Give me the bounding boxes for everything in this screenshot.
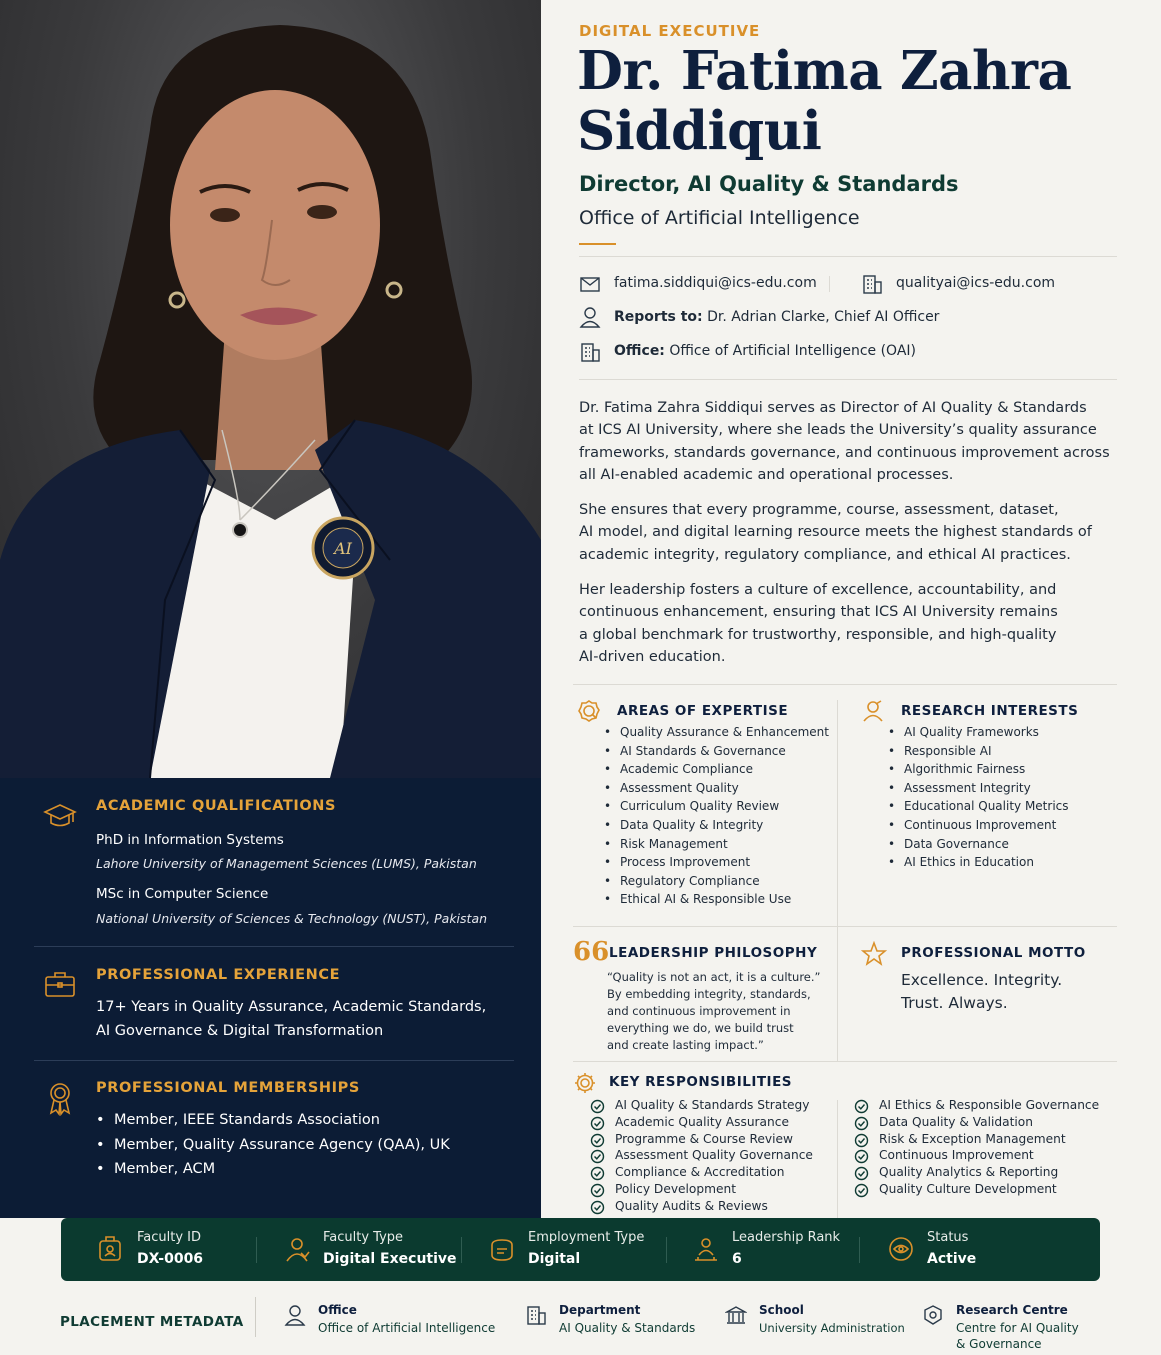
placement-label: Research Centre [956, 1303, 1068, 1317]
reports-to-value: Dr. Adrian Clarke, Chief AI Officer [707, 309, 940, 325]
philosophy-quote [607, 969, 820, 1054]
list-item-label: Programme & Course Review [615, 1131, 793, 1146]
faculty-type-item [283, 1218, 463, 1281]
placement-label: Office [318, 1303, 357, 1317]
check-circle-icon [590, 1116, 605, 1131]
check-circle-icon [854, 1116, 869, 1131]
placement-value: AI Quality & Standards [559, 1321, 696, 1335]
list-item: • Process Improvement [604, 855, 829, 874]
building-icon [861, 273, 883, 295]
id-badge-icon [97, 1235, 123, 1263]
bio-line: academic integrity, regulatory compliance, and ethical AI practices. [579, 546, 1071, 563]
star-icon [861, 941, 887, 967]
list-item: • Assessment Quality [604, 781, 829, 800]
philosophy-heading: LEADERSHIP PHILOSOPHY [609, 945, 818, 961]
status-label: Faculty ID [137, 1230, 202, 1245]
quote-line: By embedding integrity, standards, [607, 987, 811, 1001]
placement-heading: PLACEMENT METADATA [60, 1314, 244, 1330]
placement-value-line: Centre for AI Quality [956, 1321, 1079, 1335]
motto-line: Trust. Always. [901, 994, 1008, 1012]
list-item: • Data Quality & Integrity [604, 818, 829, 837]
divider [829, 276, 830, 292]
separator [666, 1237, 667, 1263]
placement-metadata-footer [0, 1281, 1161, 1355]
check-circle-icon [854, 1149, 869, 1164]
list-item: • Academic Compliance [604, 762, 829, 781]
svg-text:AI: AI [334, 539, 352, 558]
status-eye-icon [887, 1235, 915, 1263]
job-title: Director, AI Quality & Standards [579, 172, 959, 196]
leadership-rank-item [692, 1218, 872, 1281]
name-line-1: Dr. Fatima Zahra [577, 40, 1072, 102]
experience-heading: PROFESSIONAL EXPERIENCE [96, 967, 341, 983]
experience-line-1: 17+ Years in Quality Assurance, Academic Standards, [96, 999, 487, 1015]
list-item-label: Quality Culture Development [879, 1181, 1057, 1196]
column-divider [837, 1100, 838, 1218]
memberships-list [96, 1112, 450, 1186]
divider [579, 379, 1117, 380]
list-item: • Educational Quality Metrics [888, 799, 1069, 818]
award-ribbon-icon [42, 1080, 78, 1116]
divider [573, 684, 1117, 685]
reports-to-label: Reports to: [614, 309, 703, 325]
envelope-icon [579, 273, 601, 295]
responsibilities-right-list [854, 1098, 1099, 1199]
placement-value: University Administration [759, 1321, 905, 1335]
motto-text [901, 969, 1062, 1015]
separator [255, 1297, 256, 1337]
status-bar [61, 1218, 1100, 1281]
status-item [887, 1218, 1067, 1281]
list-item [854, 1098, 1099, 1115]
divider [34, 946, 514, 947]
experience-line-2: AI Governance & Digital Transformation [96, 1023, 384, 1039]
expertise-badge-icon [577, 699, 601, 723]
list-item [590, 1165, 813, 1182]
list-item [854, 1132, 1099, 1149]
list-item: • Algorithmic Fairness [888, 762, 1069, 781]
bio-paragraph-2 [579, 499, 1092, 566]
check-circle-icon [854, 1166, 869, 1181]
faculty-person-icon [283, 1235, 311, 1263]
list-item [854, 1182, 1099, 1199]
employment-type-item [488, 1218, 668, 1281]
bio-paragraph-1 [579, 397, 1110, 486]
department-email-link[interactable]: qualityai@ics-edu.com [896, 275, 1056, 291]
divider [573, 1061, 1117, 1062]
briefcase-icon [42, 967, 78, 1003]
motto-heading: PROFESSIONAL MOTTO [901, 945, 1086, 961]
research-person-icon [861, 699, 885, 723]
list-item: • AI Quality Frameworks [888, 725, 1069, 744]
academic-qualifications-section [34, 798, 514, 948]
separator [859, 1237, 860, 1263]
list-item-label: AI Quality & Standards Strategy [615, 1098, 810, 1112]
list-item: • Quality Assurance & Enhancement [604, 725, 829, 744]
list-item-label: Academic Quality Assurance [615, 1114, 789, 1129]
bio-line: AI-driven education. [579, 648, 726, 665]
office-label: Office: [614, 343, 665, 359]
list-item [854, 1148, 1099, 1165]
expertise-heading: AREAS OF EXPERTISE [617, 703, 789, 719]
professional-experience-section [34, 967, 514, 1057]
building-icon [525, 1304, 547, 1326]
quote-line: “Quality is not an act, it is a culture.” [607, 970, 821, 984]
expertise-list [604, 725, 829, 911]
faculty-type-value: Digital Executive [323, 1251, 457, 1267]
research-centre-icon [922, 1304, 944, 1326]
list-item-label: Policy Development [615, 1181, 736, 1196]
status-label: Leadership Rank [732, 1230, 841, 1245]
gear-icon [573, 1071, 597, 1095]
check-circle-icon [590, 1200, 605, 1215]
separator [256, 1237, 257, 1263]
degree-msc: MSc in Computer Science [96, 886, 269, 902]
email-link[interactable]: fatima.siddiqui@ics-edu.com [614, 275, 817, 291]
leadership-rank-value: 6 [732, 1251, 742, 1267]
bio-line: Dr. Fatima Zahra Siddiqui serves as Director of AI Quality & Standards [579, 400, 1087, 416]
list-item [590, 1148, 813, 1165]
memberships-heading: PROFESSIONAL MEMBERSHIPS [96, 1080, 360, 1096]
school-nust: National University of Sciences & Technology (NUST), Pakistan [96, 911, 488, 926]
school-lums: Lahore University of Management Sciences (LUMS), Pakistan [96, 856, 477, 871]
list-item: • Responsible AI [888, 744, 1069, 763]
bio-line: all AI-enabled academic and operational processes. [579, 466, 954, 483]
check-circle-icon [854, 1133, 869, 1148]
placement-value: Office of Artificial Intelligence [318, 1321, 496, 1335]
office-building-icon [579, 341, 601, 363]
list-item: • Member, Quality Assurance Agency (QAA), UK [96, 1137, 450, 1162]
quote-line: and create lasting impact.” [607, 1038, 764, 1052]
professional-memberships-section [34, 1080, 514, 1200]
bio-line: frameworks, standards governance, and continuous improvement across [579, 444, 1110, 461]
profile-photo [0, 0, 541, 778]
separator [461, 1237, 462, 1263]
quote-line: everything we do, we build trust [607, 1021, 794, 1035]
check-circle-icon [590, 1149, 605, 1164]
list-item [854, 1165, 1099, 1182]
divider [579, 256, 1117, 257]
bio-line: a global benchmark for trustworthy, responsible, and high-quality [579, 626, 1057, 643]
list-item-label: AI Ethics & Responsible Governance [879, 1098, 1100, 1112]
list-item: • Risk Management [604, 837, 829, 856]
list-item: • Curriculum Quality Review [604, 799, 829, 818]
list-item [590, 1182, 813, 1199]
list-item: • Data Governance [888, 837, 1069, 856]
name-line-2: Siddiqui [577, 100, 822, 162]
check-circle-icon [590, 1133, 605, 1148]
list-item-label: Quality Audits & Reviews [615, 1198, 768, 1213]
status-label: Status [927, 1230, 969, 1245]
employment-type-value: Digital [528, 1251, 581, 1267]
research-list [888, 725, 1069, 874]
profile-details [541, 0, 1161, 1218]
list-item [854, 1115, 1099, 1132]
list-item: • Member, ACM [96, 1161, 450, 1186]
bio-line: Her leadership fosters a culture of excellence, accountability, and [579, 582, 1057, 598]
check-circle-icon [854, 1183, 869, 1198]
check-circle-icon [590, 1166, 605, 1181]
left-info-panel [0, 778, 541, 1218]
list-item: • Continuous Improvement [888, 818, 1069, 837]
list-item [590, 1098, 813, 1115]
placement-label: School [759, 1303, 804, 1317]
quote-icon: 66 [573, 937, 610, 967]
qualifications-heading: ACADEMIC QUALIFICATIONS [96, 798, 337, 814]
degree-phd: PhD in Information Systems [96, 832, 284, 848]
list-item-label: Compliance & Accreditation [615, 1165, 785, 1180]
leadership-icon [692, 1235, 720, 1263]
placement-value [956, 1320, 1079, 1352]
list-item-label: Quality Analytics & Reporting [879, 1165, 1059, 1180]
category-label: DIGITAL EXECUTIVE [579, 22, 761, 40]
divider [573, 926, 1117, 927]
faculty-id-value: DX-0006 [137, 1251, 204, 1267]
bio-line: She ensures that every programme, course, assessment, dataset, [579, 502, 1059, 518]
research-heading: RESEARCH INTERESTS [901, 703, 1079, 719]
school-building-icon [725, 1304, 747, 1326]
check-circle-icon [590, 1183, 605, 1198]
list-item: • AI Standards & Governance [604, 744, 829, 763]
list-item-label: Assessment Quality Governance [615, 1148, 813, 1163]
placement-label: Department [559, 1303, 641, 1317]
responsibilities-heading: KEY RESPONSIBILITIES [609, 1074, 793, 1090]
placement-value-line: & Governance [956, 1337, 1042, 1351]
divider [34, 1060, 514, 1061]
status-label: Faculty Type [323, 1230, 404, 1245]
list-item-label: Continuous Improvement [879, 1148, 1034, 1163]
list-item: • Member, IEEE Standards Association [96, 1112, 450, 1137]
faculty-id-item [97, 1218, 277, 1281]
list-item [590, 1132, 813, 1149]
responsibilities-left-list [590, 1098, 813, 1216]
check-circle-icon [590, 1099, 605, 1114]
bio-line: at ICS AI University, where she leads the University’s quality assurance [579, 422, 1097, 439]
user-icon [579, 306, 601, 328]
list-item: • Assessment Integrity [888, 781, 1069, 800]
status-label: Employment Type [528, 1230, 645, 1245]
list-item-label: Data Quality & Validation [879, 1114, 1033, 1129]
motto-line: Excellence. Integrity. [901, 971, 1063, 989]
list-item [590, 1115, 813, 1132]
graduation-cap-icon [42, 798, 78, 834]
list-item-label: Risk & Exception Management [879, 1131, 1066, 1146]
employment-icon [488, 1235, 516, 1263]
office-location [614, 343, 916, 359]
check-circle-icon [854, 1099, 869, 1114]
bio-paragraph-3 [579, 579, 1079, 668]
column-divider [837, 700, 838, 1062]
office-subtitle: Office of Artificial Intelligence [579, 207, 860, 229]
office-value: Office of Artificial Intelligence (OAI) [669, 343, 916, 359]
bio-line: AI model, and digital learning resource meets the highest standards of [579, 524, 1092, 541]
status-value: Active [927, 1251, 977, 1267]
list-item: • AI Ethics in Education [888, 855, 1069, 874]
reports-to [614, 309, 939, 325]
list-item: • Regulatory Compliance [604, 874, 829, 893]
bio-line: continuous enhancement, ensuring that ICS AI University remains [579, 604, 1058, 621]
list-item [590, 1199, 813, 1216]
user-icon [284, 1304, 306, 1326]
quote-line: and continuous improvement in [607, 1004, 791, 1018]
list-item: • Ethical AI & Responsible Use [604, 892, 829, 911]
accent-line [579, 243, 616, 245]
